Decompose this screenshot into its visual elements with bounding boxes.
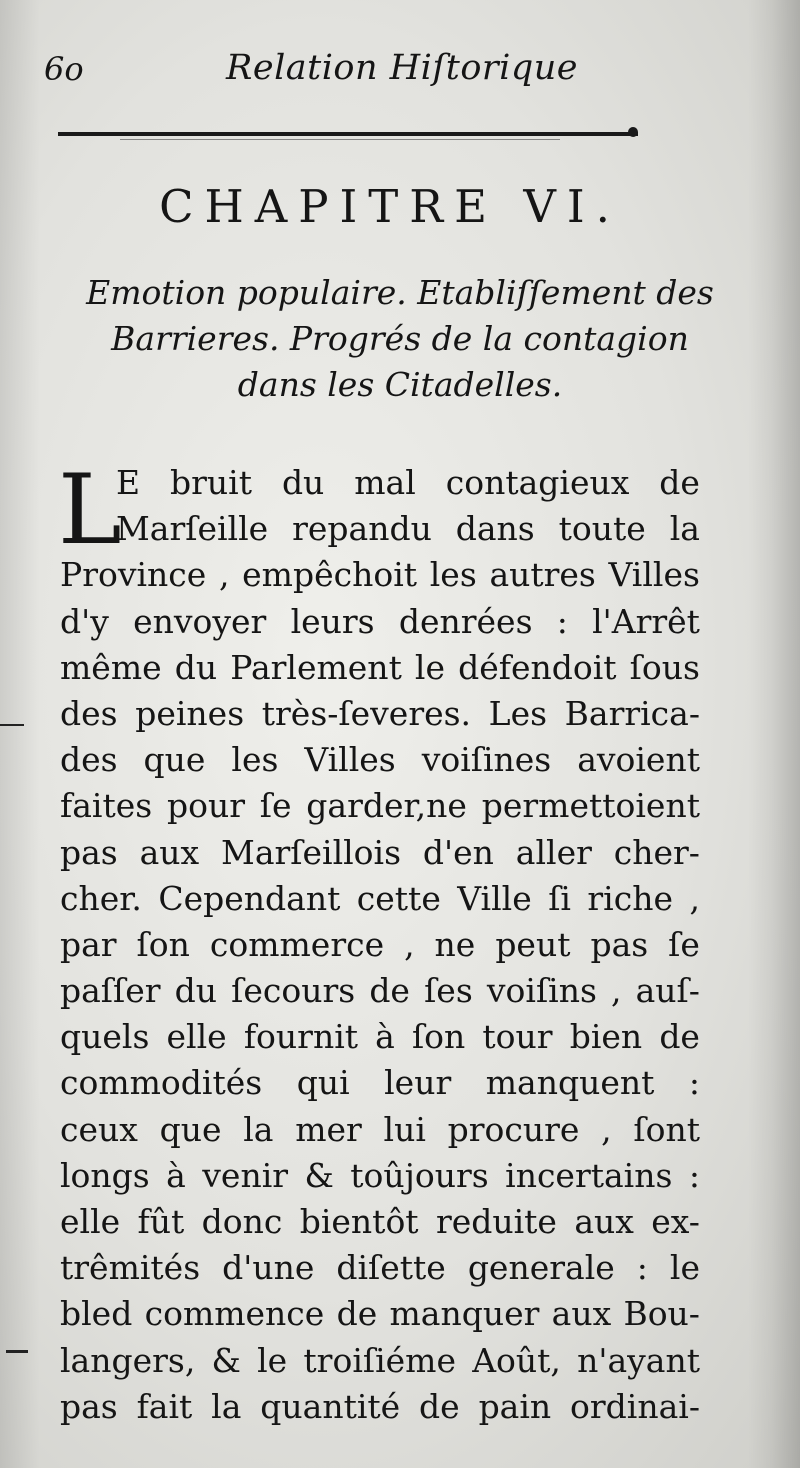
body-line: [60, 599, 700, 645]
body-word: aux: [139, 832, 200, 872]
body-word: ſon: [411, 1017, 466, 1057]
body-word: du: [281, 463, 325, 502]
body-word: &: [304, 1155, 334, 1195]
body-word: ne: [434, 924, 476, 964]
body-line: [60, 1153, 700, 1199]
body-line: [60, 1291, 700, 1337]
body-word: riche: [587, 878, 673, 918]
body-word: :: [688, 1063, 700, 1103]
body-word: elle: [60, 1202, 121, 1241]
body-word: que: [159, 1109, 222, 1149]
body-word: :: [688, 1155, 700, 1195]
body-line: [60, 1014, 700, 1060]
body-word: avoient: [577, 740, 700, 780]
body-word: aux: [551, 1294, 612, 1334]
body-word: :: [556, 601, 568, 641]
body-word: Parlement: [230, 647, 402, 687]
body-word: d'y: [60, 601, 109, 641]
margin-mark: [0, 724, 24, 726]
body-word: commence: [144, 1294, 325, 1334]
body-word: Août,: [472, 1340, 561, 1380]
body-word: ſes: [424, 971, 473, 1011]
body-word: procure: [447, 1109, 580, 1149]
body-word: :: [636, 1248, 648, 1288]
body-word: auſ-: [635, 971, 700, 1011]
body-word: du: [174, 971, 218, 1011]
body-word: troiſiéme: [303, 1340, 456, 1380]
body-word: repandu: [292, 509, 432, 549]
body-word: les: [231, 740, 279, 780]
body-word: la: [211, 1386, 242, 1426]
body-line: [60, 506, 700, 552]
body-word: de: [369, 971, 410, 1011]
drop-cap: L: [58, 454, 122, 566]
body-line: [60, 1338, 700, 1384]
body-word: ,: [404, 924, 415, 964]
body-line: [60, 830, 700, 876]
body-word: ,: [601, 1109, 612, 1149]
body-word: denrées: [398, 601, 533, 641]
body-word: bled: [60, 1294, 133, 1334]
rule-ornament: [628, 127, 638, 137]
body-word: dans: [455, 509, 535, 549]
body-word: ex-: [651, 1202, 700, 1241]
body-word: ſe: [668, 924, 700, 964]
body-line: [60, 737, 700, 783]
body-word: de: [419, 1386, 460, 1426]
body-word: Villes: [304, 740, 396, 780]
body-word: ,: [218, 555, 230, 595]
body-word: aller: [515, 832, 592, 872]
body-word: ſous: [629, 647, 700, 687]
body-word: d'une: [222, 1248, 315, 1288]
body-word: quels: [60, 1017, 150, 1057]
body-word: Villes: [608, 555, 700, 595]
body-word: paſſer: [60, 971, 161, 1011]
body-word: l'Arrêt: [592, 601, 700, 641]
body-word: leurs: [290, 601, 375, 641]
header-rule-shadow: [120, 139, 560, 140]
body-line: [60, 876, 700, 922]
body-word: le: [414, 647, 446, 687]
body-word: Barrica-: [564, 693, 700, 733]
body-word: cher-: [613, 832, 700, 872]
body-line: [60, 783, 700, 829]
running-head: Relation Hiſtorique: [226, 48, 579, 88]
body-line: [60, 1107, 700, 1153]
body-word: faites: [60, 786, 153, 826]
body-word: voiſins: [486, 971, 597, 1011]
body-word: de: [659, 1017, 700, 1057]
body-word: par: [60, 924, 117, 964]
body-word: très-ſeveres.: [261, 693, 472, 733]
body-word: pour: [166, 786, 245, 826]
body-word: donc: [201, 1202, 283, 1241]
body-word: tour: [482, 1017, 553, 1057]
body-word: la: [669, 509, 700, 549]
body-word: peines: [135, 693, 245, 733]
body-word: manquer: [389, 1294, 540, 1334]
body-word: Ville: [457, 878, 532, 918]
body-word: E: [116, 463, 141, 502]
gutter-shadow: [0, 0, 40, 1468]
body-word: ſe: [259, 786, 292, 826]
body-word: le: [669, 1248, 700, 1288]
body-word: la: [243, 1109, 274, 1149]
body-word: manquent: [485, 1063, 655, 1103]
body-word: de: [659, 463, 700, 502]
body-word: du: [174, 647, 218, 687]
body-word: d'en: [422, 832, 494, 872]
body-line: [60, 691, 700, 737]
body-word: commodités: [60, 1063, 263, 1103]
body-word: bien: [569, 1017, 643, 1057]
body-word: autres: [489, 555, 596, 595]
body-text: [58, 454, 700, 1430]
body-word: lui: [383, 1109, 426, 1149]
body-word: mer: [295, 1109, 362, 1149]
body-word: elle: [166, 1017, 227, 1057]
body-word: commerce: [209, 924, 385, 964]
body-word: diſette: [336, 1248, 446, 1288]
body-line: [60, 1384, 700, 1430]
chapter-summary-line: Emotion populaire. Etabliſſement des: [86, 273, 714, 312]
body-word: contagieux: [445, 463, 630, 502]
body-word: incertains: [505, 1155, 673, 1195]
body-word: ceux: [60, 1109, 138, 1149]
body-word: à: [375, 1017, 395, 1057]
body-word: Cependant: [158, 878, 341, 918]
page-number: 6o: [44, 50, 84, 88]
body-word: cette: [356, 878, 441, 918]
body-word: ſon: [136, 924, 190, 964]
body-word: fournit: [243, 1017, 359, 1057]
body-word: langers,: [60, 1340, 196, 1380]
body-word: le: [257, 1340, 288, 1380]
body-word: bientôt: [299, 1202, 419, 1241]
body-word: Marſeille: [116, 509, 269, 549]
body-word: défendoit: [458, 647, 617, 687]
chapter-summary-line: dans les Citadelles.: [237, 365, 563, 404]
body-word: n'ayant: [577, 1340, 700, 1380]
chapter-title: CHAPITRE VI.: [159, 180, 621, 233]
body-line: [60, 922, 700, 968]
body-line: [60, 460, 700, 506]
body-word: de: [336, 1294, 378, 1334]
body-word: quantité: [260, 1386, 401, 1426]
body-word: &: [211, 1340, 241, 1380]
body-word: pas: [590, 924, 649, 964]
body-word: ſont: [633, 1109, 700, 1149]
body-word: generale: [467, 1248, 615, 1288]
body-word: voiſines: [421, 740, 552, 780]
body-word: envoyer: [133, 601, 267, 641]
body-word: trêmités: [60, 1248, 201, 1288]
body-word: Bou-: [623, 1294, 700, 1334]
body-word: longs: [60, 1155, 150, 1195]
body-word: toute: [558, 509, 646, 549]
body-word: des: [60, 740, 118, 780]
body-word: qui: [296, 1063, 350, 1103]
body-line: [60, 1060, 700, 1106]
body-word: fût: [137, 1202, 185, 1241]
page-edge-shadow: [748, 0, 800, 1468]
body-word: mal: [354, 463, 416, 502]
body-word: même: [60, 647, 162, 687]
body-line: [60, 645, 700, 691]
chapter-summary-line: Barrieres. Progrés de la contagion: [111, 319, 689, 358]
body-word: cher.: [60, 878, 142, 918]
body-word: aux: [574, 1202, 634, 1241]
margin-mark: [6, 1350, 28, 1353]
body-word: toûjours: [350, 1155, 489, 1195]
body-word: à: [166, 1155, 186, 1195]
chapter-summary: [50, 270, 750, 408]
body-word: ſecours: [231, 971, 356, 1011]
body-line: [60, 968, 700, 1014]
body-word: pas: [60, 1386, 118, 1426]
body-word: fait: [136, 1386, 193, 1426]
body-word: les: [429, 555, 477, 595]
header-rule: [58, 132, 638, 136]
body-word: leur: [384, 1063, 452, 1103]
body-word: permettoient: [481, 786, 700, 826]
body-word: peut: [495, 924, 571, 964]
body-word: ordinai-: [570, 1386, 700, 1426]
body-word: ,: [611, 971, 622, 1011]
body-line: [60, 1245, 700, 1291]
body-word: Les: [488, 693, 548, 733]
body-word: ,: [689, 878, 700, 918]
body-word: pain: [478, 1386, 552, 1426]
body-word: Province: [60, 555, 207, 595]
body-word: venir: [202, 1155, 289, 1195]
body-word: garder,ne: [306, 786, 467, 826]
body-word: reduite: [435, 1202, 557, 1241]
body-word: empêchoit: [242, 555, 418, 595]
body-word: que: [143, 740, 206, 780]
body-word: des: [60, 693, 118, 733]
body-word: Marſeillois: [221, 832, 402, 872]
body-line: [60, 552, 700, 598]
body-word: ſi: [548, 878, 571, 918]
body-line: [60, 1199, 700, 1245]
body-word: bruit: [170, 463, 252, 502]
body-word: pas: [60, 832, 118, 872]
